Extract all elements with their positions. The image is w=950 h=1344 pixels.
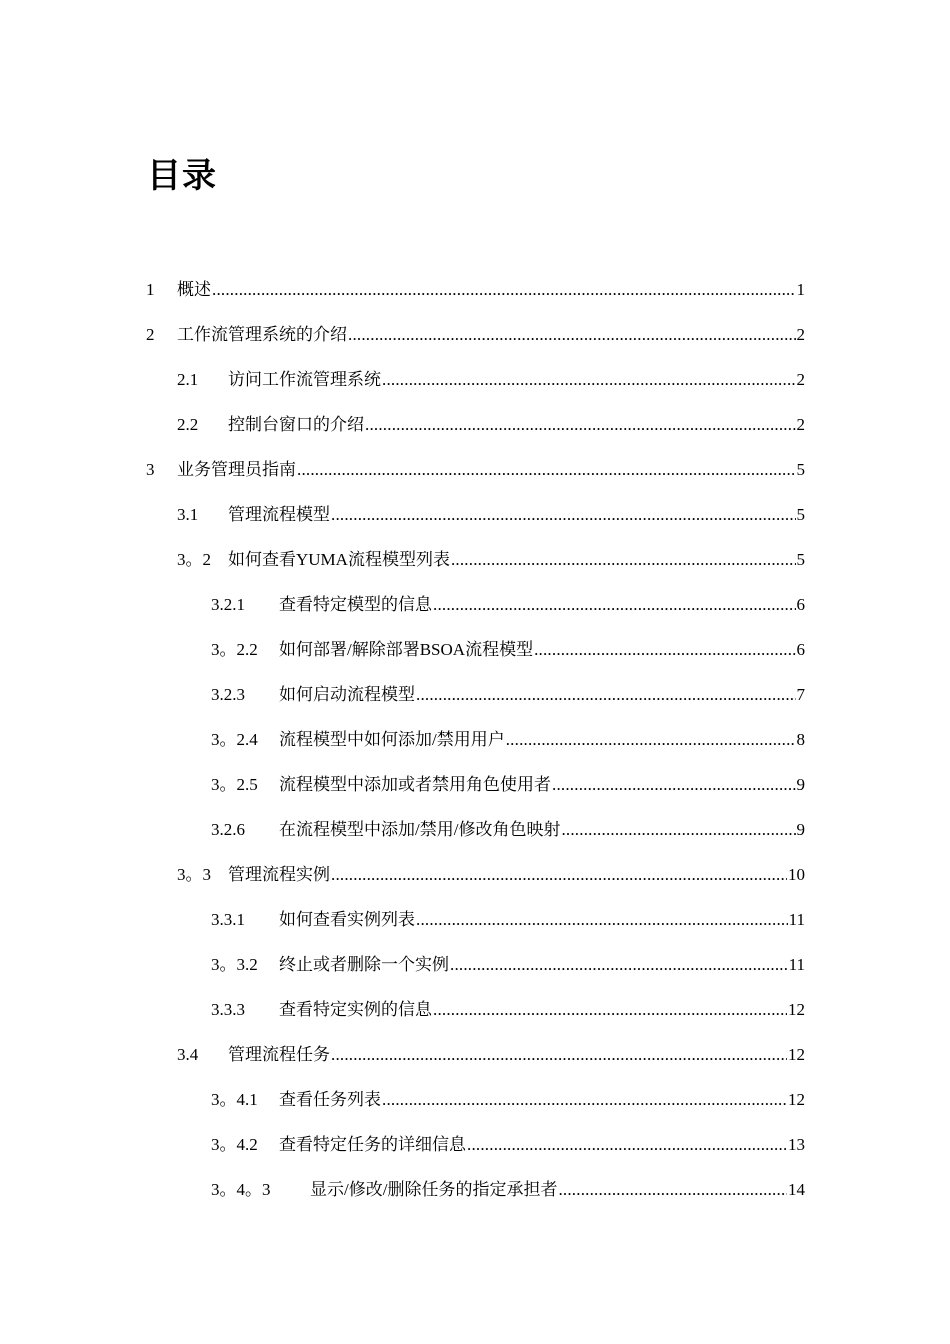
toc-entry-page-number: 5 (796, 550, 805, 569)
toc-entry[interactable] (0, 672, 950, 717)
toc-entry[interactable] (0, 807, 950, 852)
toc-entry-label[interactable]: 流程模型中如何添加/禁用用户 (279, 730, 505, 749)
toc-entry-body (228, 402, 805, 447)
toc-entry[interactable] (0, 312, 950, 357)
toc-entry-number: 3.4 (177, 1045, 199, 1064)
toc-dot-leader (416, 897, 788, 942)
toc-entry-label[interactable]: 如何部署/解除部署BSOA流程模型 (279, 640, 534, 659)
toc-entry-number: 3。4.1 (211, 1090, 258, 1109)
toc-entry-body (279, 717, 805, 762)
toc-dot-leader (506, 717, 796, 762)
toc-dot-leader (382, 1077, 787, 1122)
toc-entry-label[interactable]: 查看特定模型的信息 (279, 595, 432, 614)
toc-dot-leader (348, 312, 796, 357)
toc-entry-body (279, 942, 805, 987)
table-of-contents (0, 267, 950, 1212)
toc-entry-page-number: 5 (796, 460, 805, 479)
toc-entry-body (279, 807, 805, 852)
toc-dot-leader (558, 1167, 787, 1212)
toc-entry-number: 1 (146, 280, 155, 299)
toc-entry-page-number: 13 (788, 1135, 805, 1154)
toc-entry-body (177, 267, 805, 312)
toc-entry-number: 3.2.6 (211, 820, 245, 839)
toc-entry-page-number: 2 (796, 325, 805, 344)
toc-entry-body (279, 987, 805, 1032)
toc-entry-label[interactable]: 工作流管理系统的介绍 (177, 325, 347, 344)
toc-entry-body (228, 852, 805, 897)
toc-entry[interactable] (0, 852, 950, 897)
toc-entry-body (279, 1077, 805, 1122)
toc-entry-number: 3。3 (177, 865, 211, 884)
toc-entry-page-number: 11 (788, 955, 805, 974)
toc-entry-page-number: 9 (796, 820, 805, 839)
toc-entry-page-number: 11 (788, 910, 805, 929)
toc-entry-label[interactable]: 如何查看实例列表 (279, 910, 415, 929)
toc-entry-body (228, 537, 805, 582)
toc-entry-number: 3。4.2 (211, 1135, 258, 1154)
toc-entry-number: 3。2 (177, 550, 211, 569)
toc-entry-page-number: 8 (796, 730, 805, 749)
toc-entry-label[interactable]: 如何启动流程模型 (279, 685, 415, 704)
toc-entry-body (177, 312, 805, 357)
toc-entry-body (228, 357, 805, 402)
toc-dot-leader (331, 852, 787, 897)
toc-entry-number: 3。2.5 (211, 775, 258, 794)
toc-entry-label[interactable]: 如何查看YUMA流程模型列表 (228, 550, 450, 569)
toc-entry-page-number: 12 (788, 1045, 805, 1064)
toc-entry-page-number: 12 (788, 1000, 805, 1019)
toc-dot-leader (365, 402, 796, 447)
toc-dot-leader (212, 267, 796, 312)
toc-entry-body (177, 447, 805, 492)
toc-entry[interactable] (0, 627, 950, 672)
toc-entry-number: 3。2.4 (211, 730, 258, 749)
toc-entry-page-number: 1 (796, 280, 805, 299)
toc-entry-label[interactable]: 在流程模型中添加/禁用/修改角色映射 (279, 820, 561, 839)
toc-entry-label[interactable]: 终止或者删除一个实例 (279, 955, 449, 974)
toc-entry-label[interactable]: 查看特定任务的详细信息 (279, 1135, 466, 1154)
toc-entry[interactable] (0, 1167, 950, 1212)
toc-dot-leader (433, 582, 796, 627)
toc-entry-label[interactable]: 控制台窗口的介绍 (228, 415, 364, 434)
toc-entry-label[interactable]: 查看特定实例的信息 (279, 1000, 432, 1019)
toc-entry-label[interactable]: 业务管理员指南 (177, 460, 296, 479)
toc-entry-number: 3。4。3 (211, 1180, 271, 1199)
toc-entry-page-number: 7 (796, 685, 805, 704)
toc-entry-body (279, 672, 805, 717)
toc-entry[interactable] (0, 267, 950, 312)
toc-entry-page-number: 10 (788, 865, 805, 884)
toc-entry-page-number: 2 (796, 370, 805, 389)
toc-entry[interactable] (0, 942, 950, 987)
toc-entry-page-number: 9 (796, 775, 805, 794)
toc-entry-label[interactable]: 管理流程实例 (228, 865, 330, 884)
toc-dot-leader (433, 987, 787, 1032)
toc-entry-number: 2.1 (177, 370, 199, 389)
toc-entry-body (279, 1122, 805, 1167)
toc-dot-leader (552, 762, 796, 807)
toc-entry-number: 3.2.3 (211, 685, 245, 704)
toc-entry-number: 2.2 (177, 415, 199, 434)
toc-entry[interactable] (0, 357, 950, 402)
toc-dot-leader (331, 492, 796, 537)
toc-entry-number: 3.3.1 (211, 910, 245, 929)
toc-entry[interactable] (0, 987, 950, 1032)
toc-entry-number: 3.1 (177, 505, 199, 524)
toc-entry-page-number: 14 (788, 1180, 805, 1199)
toc-dot-leader (450, 942, 788, 987)
toc-entry-number: 3.2.1 (211, 595, 245, 614)
toc-dot-leader (416, 672, 796, 717)
page-title: 目录 (147, 156, 217, 196)
toc-entry-page-number: 5 (796, 505, 805, 524)
toc-entry[interactable] (0, 717, 950, 762)
toc-entry-label[interactable]: 概述 (177, 280, 211, 299)
toc-dot-leader (331, 1032, 787, 1077)
toc-entry-number: 3 (146, 460, 155, 479)
toc-entry-label[interactable]: 流程模型中添加或者禁用角色使用者 (279, 775, 551, 794)
toc-entry-page-number: 6 (796, 595, 805, 614)
toc-entry-body (279, 897, 805, 942)
toc-entry-body (279, 627, 805, 672)
toc-entry[interactable] (0, 402, 950, 447)
toc-entry-label[interactable]: 管理流程任务 (228, 1045, 330, 1064)
toc-entry-page-number: 12 (788, 1090, 805, 1109)
toc-entry[interactable] (0, 582, 950, 627)
toc-dot-leader (451, 537, 796, 582)
toc-entry[interactable] (0, 1077, 950, 1122)
toc-entry-label[interactable]: 访问工作流管理系统 (228, 370, 381, 389)
toc-dot-leader (297, 447, 796, 492)
toc-entry[interactable] (0, 447, 950, 492)
toc-dot-leader (561, 807, 795, 852)
toc-entry-number: 3。2.2 (211, 640, 258, 659)
toc-entry[interactable] (0, 1032, 950, 1077)
toc-entry-number: 2 (146, 325, 155, 344)
toc-entry-label[interactable]: 显示/修改/删除任务的指定承担者 (310, 1180, 558, 1199)
toc-entry-number: 3.3.3 (211, 1000, 245, 1019)
toc-entry-body (228, 492, 805, 537)
toc-entry[interactable] (0, 492, 950, 537)
toc-entry[interactable] (0, 762, 950, 807)
toc-entry-number: 3。3.2 (211, 955, 258, 974)
toc-entry[interactable] (0, 1122, 950, 1167)
toc-entry[interactable] (0, 537, 950, 582)
toc-entry-body (279, 582, 805, 627)
toc-dot-leader (534, 627, 795, 672)
toc-entry-body (279, 762, 805, 807)
toc-entry-body (228, 1032, 805, 1077)
toc-entry-page-number: 2 (796, 415, 805, 434)
toc-entry-body (310, 1167, 805, 1212)
toc-entry-label[interactable]: 管理流程模型 (228, 505, 330, 524)
toc-entry[interactable] (0, 897, 950, 942)
toc-entry-label[interactable]: 查看任务列表 (279, 1090, 381, 1109)
toc-dot-leader (467, 1122, 787, 1167)
toc-entry-page-number: 6 (796, 640, 805, 659)
toc-dot-leader (382, 357, 796, 402)
